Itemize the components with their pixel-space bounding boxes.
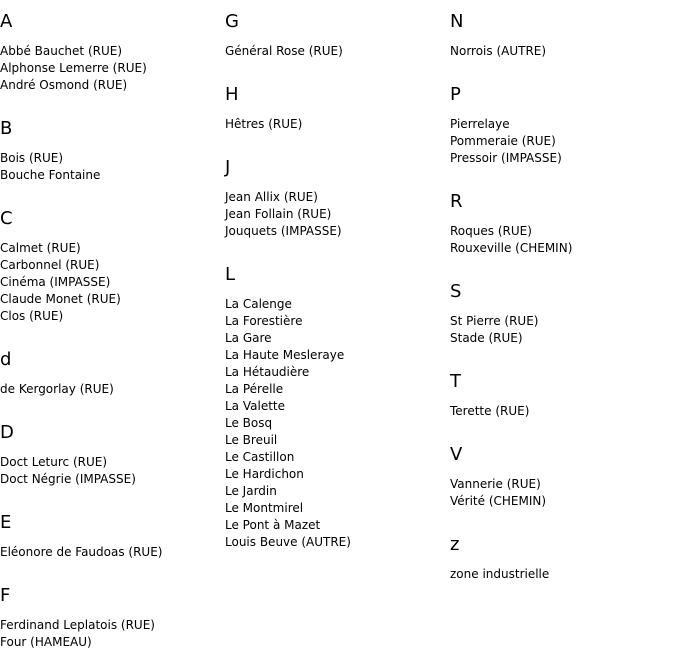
street-list	[450, 43, 670, 60]
street-link[interactable]: Hêtres (RUE)	[225, 117, 303, 131]
street-list-item	[225, 364, 445, 381]
street-list-item	[0, 257, 220, 274]
street-link[interactable]: St Pierre (RUE)	[450, 314, 539, 328]
street-link[interactable]: Pierrelaye	[450, 117, 510, 131]
street-list	[0, 43, 220, 94]
street-list-item	[450, 330, 670, 347]
letter-group	[0, 10, 220, 94]
street-list	[225, 116, 445, 133]
street-list-item	[225, 500, 445, 517]
street-link[interactable]: Le Pont à Mazet	[225, 518, 321, 532]
street-link[interactable]: Jean Follain (RUE)	[225, 207, 332, 221]
street-list	[0, 150, 220, 184]
letter-heading: C	[0, 208, 13, 229]
street-list-item	[0, 634, 220, 651]
street-list-item	[225, 534, 445, 551]
street-list	[450, 223, 670, 257]
street-link[interactable]: Calmet (RUE)	[0, 241, 81, 255]
street-list-item	[450, 476, 670, 493]
street-link[interactable]: Clos (RUE)	[0, 309, 64, 323]
street-list	[225, 43, 445, 60]
street-list-item	[225, 296, 445, 313]
street-list-item	[450, 223, 670, 240]
street-list-item	[225, 206, 445, 223]
letter-group	[450, 83, 670, 167]
street-list-item	[225, 43, 445, 60]
letter-group	[0, 511, 220, 561]
letter-heading: J	[225, 157, 231, 178]
street-index-column-3	[450, 0, 670, 583]
street-list	[0, 454, 220, 488]
street-link[interactable]: Stade (RUE)	[450, 331, 523, 345]
street-list-item	[0, 77, 220, 94]
street-link[interactable]: Le Castillon	[225, 450, 295, 464]
street-link[interactable]: Pommeraie (RUE)	[450, 134, 556, 148]
street-link[interactable]: zone industrielle	[450, 567, 550, 581]
street-list-item	[450, 150, 670, 167]
letter-group	[0, 348, 220, 398]
street-list	[0, 240, 220, 325]
letter-group	[225, 263, 445, 551]
street-index-column-1	[0, 0, 220, 651]
street-list	[450, 403, 670, 420]
street-list-item	[0, 544, 220, 561]
letter-group	[225, 10, 445, 60]
street-list-item	[225, 223, 445, 240]
street-link[interactable]: Vannerie (RUE)	[450, 477, 541, 491]
street-link[interactable]: Alphonse Lemerre (RUE)	[0, 61, 147, 75]
letter-heading: P	[450, 84, 461, 105]
street-list	[225, 189, 445, 240]
street-link[interactable]: Carbonnel (RUE)	[0, 258, 100, 272]
letter-heading: H	[225, 84, 239, 105]
letter-heading: A	[0, 11, 13, 32]
street-list-item	[0, 617, 220, 634]
letter-group	[450, 10, 670, 60]
street-list-item	[450, 313, 670, 330]
letter-heading: B	[0, 118, 13, 139]
street-link[interactable]: de Kergorlay (RUE)	[0, 382, 114, 396]
street-list-item	[225, 347, 445, 364]
street-list-item	[450, 43, 670, 60]
street-link[interactable]: Bois (RUE)	[0, 151, 64, 165]
street-list-item	[0, 43, 220, 60]
street-link[interactable]: Terette (RUE)	[450, 404, 530, 418]
street-list-item	[225, 189, 445, 206]
letter-heading: E	[0, 512, 12, 533]
street-list-item	[0, 471, 220, 488]
street-list-item	[0, 454, 220, 471]
street-link[interactable]: Doct Négrie (IMPASSE)	[0, 472, 136, 486]
letter-group	[225, 83, 445, 133]
street-link[interactable]: Vérité (CHEMIN)	[450, 494, 547, 508]
letter-group	[450, 443, 670, 510]
street-link[interactable]: Le Montmirel	[225, 501, 304, 515]
letter-heading: T	[450, 371, 461, 392]
letter-heading: z	[450, 534, 460, 555]
street-list	[0, 544, 220, 561]
street-list-item	[450, 493, 670, 510]
street-list-item	[0, 291, 220, 308]
letter-heading: D	[0, 422, 14, 443]
letter-group	[450, 533, 670, 583]
letter-heading: N	[450, 11, 464, 32]
street-list-item	[225, 466, 445, 483]
street-list-item	[225, 415, 445, 432]
street-list-item	[225, 517, 445, 534]
street-list-item	[0, 381, 220, 398]
street-list	[225, 296, 445, 551]
street-list-item	[0, 240, 220, 257]
street-list-item	[225, 483, 445, 500]
letter-heading: S	[450, 281, 462, 302]
street-list-item	[225, 398, 445, 415]
street-link[interactable]: La Calenge	[225, 297, 292, 311]
letter-group	[450, 280, 670, 347]
street-link[interactable]: Eléonore de Faudoas (RUE)	[0, 545, 163, 559]
street-link[interactable]: Général Rose (RUE)	[225, 44, 343, 58]
street-link[interactable]: La Forestière	[225, 314, 303, 328]
street-list-item	[450, 403, 670, 420]
street-list	[450, 313, 670, 347]
street-link[interactable]: André Osmond (RUE)	[0, 78, 128, 92]
street-link[interactable]: Ferdinand Leplatois (RUE)	[0, 618, 155, 632]
street-list-item	[225, 313, 445, 330]
street-link[interactable]: Le Bosq	[225, 416, 273, 430]
street-link[interactable]: Rouxeville (CHEMIN)	[450, 241, 573, 255]
street-list	[450, 566, 670, 583]
street-link[interactable]: La Gare	[225, 331, 272, 345]
street-link[interactable]: Four (HAMEAU)	[0, 635, 92, 649]
street-link[interactable]: Doct Leturc (RUE)	[0, 455, 108, 469]
letter-heading: V	[450, 444, 463, 465]
letter-heading: L	[225, 264, 236, 285]
street-list	[450, 476, 670, 510]
street-list-item	[225, 449, 445, 466]
street-list-item	[225, 116, 445, 133]
letter-group	[0, 117, 220, 184]
street-link[interactable]: Bouche Fontaine	[0, 168, 101, 182]
street-link[interactable]: Le Jardin	[225, 484, 277, 498]
street-link[interactable]: Roques (RUE)	[450, 224, 532, 238]
letter-group	[225, 156, 445, 240]
street-list-item	[0, 150, 220, 167]
street-link[interactable]: Le Hardichon	[225, 467, 304, 481]
street-link[interactable]: Le Breuil	[225, 433, 278, 447]
letter-group	[0, 584, 220, 651]
letter-heading: d	[0, 349, 12, 370]
street-link[interactable]: La Valette	[225, 399, 285, 413]
letter-heading: G	[225, 11, 239, 32]
street-link[interactable]: Claude Monet (RUE)	[0, 292, 121, 306]
letter-group	[450, 190, 670, 257]
street-list-item	[0, 274, 220, 291]
street-list-item	[225, 381, 445, 398]
street-list-item	[225, 330, 445, 347]
street-list-item	[0, 308, 220, 325]
street-list-item	[450, 240, 670, 257]
letter-group	[450, 370, 670, 420]
street-list-item	[450, 116, 670, 133]
letter-heading: R	[450, 191, 463, 212]
street-link[interactable]: Louis Beuve (AUTRE)	[225, 535, 351, 549]
street-list-item	[225, 432, 445, 449]
street-list-item	[0, 60, 220, 77]
street-link[interactable]: Jouquets (IMPASSE)	[225, 224, 342, 238]
street-link[interactable]: La Haute Mesleraye	[225, 348, 345, 362]
street-list-item	[450, 133, 670, 150]
street-link[interactable]: Jean Allix (RUE)	[225, 190, 318, 204]
street-list	[0, 381, 220, 398]
letter-group	[0, 421, 220, 488]
street-index-column-2	[225, 0, 445, 551]
street-link[interactable]: La Pérelle	[225, 382, 284, 396]
street-link[interactable]: Pressoir (IMPASSE)	[450, 151, 562, 165]
street-link[interactable]: La Hétaudière	[225, 365, 310, 379]
letter-heading: F	[0, 585, 11, 606]
letter-group	[0, 207, 220, 325]
street-list	[0, 617, 220, 651]
street-link[interactable]: Abbé Bauchet (RUE)	[0, 44, 123, 58]
street-list-item	[450, 566, 670, 583]
street-link[interactable]: Cinéma (IMPASSE)	[0, 275, 111, 289]
street-list	[450, 116, 670, 167]
street-link[interactable]: Norrois (AUTRE)	[450, 44, 547, 58]
street-list-item	[0, 167, 220, 184]
